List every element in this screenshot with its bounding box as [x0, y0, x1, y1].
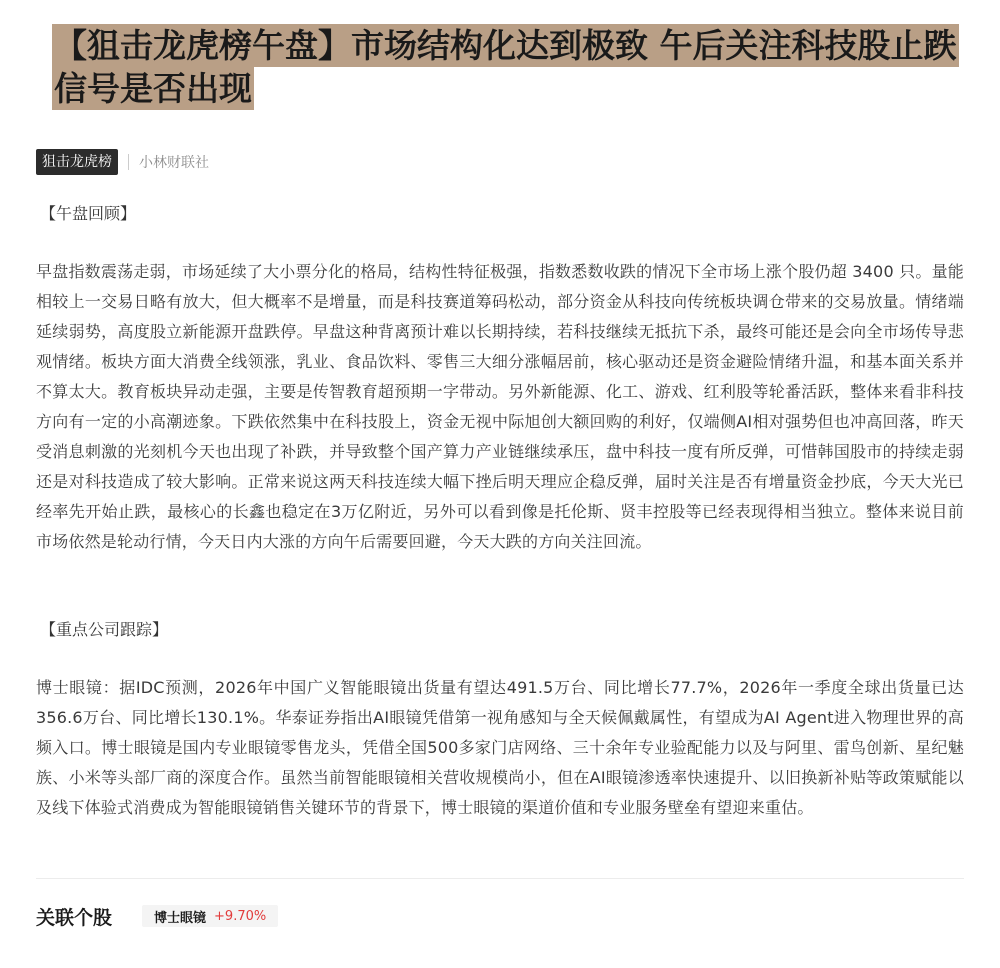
- article-page: [36, 0, 964, 968]
- column-tag[interactable]: 狙击龙虎榜: [36, 149, 118, 175]
- stock-name: 博士眼镜: [154, 910, 207, 926]
- stock-change: +9.70%: [214, 908, 267, 924]
- article-title-text: 【狙击龙虎榜午盘】市场结构化达到极致 午后关注科技股止跌信号是否出现: [54, 26, 957, 108]
- meta-divider: [128, 154, 129, 170]
- section-body-company: 博士眼镜：据IDC预测，2026年中国广义智能眼镜出货量有望达491.5万台、同比增长77.7%，2026年一季度全球出货量已达356.6万台、同比增长130.1%。华泰证券指出AI眼镜凭借第一视角感知与全天候佩戴属性，有望成为AI Agent进入物理世界的高频入口。博士眼镜是国内专业眼镜零售龙头，凭借全国500多家门店网络、三十余年专业验配能力以及与阿里、雷鸟创新、星纪魅族、小米等头部厂商的深度合作。虽然当前智能眼镜相关营收规模尚小，但在AI眼镜渗透率快速提升、以旧换新补贴等政策赋能以及线下体验式消费成为智能眼镜销售关键环节的背景下，博士眼镜的渠道价值和专业服务壁垒有望迎来重估。: [36, 678, 964, 817]
- stock-chip[interactable]: [142, 905, 278, 927]
- content-divider: [36, 878, 964, 879]
- article-source[interactable]: 小林财联社: [139, 155, 209, 171]
- section-body-review: 早盘指数震荡走弱，市场延续了大小票分化的格局，结构性特征极强，指数悉数收跌的情况下全市场上涨个股仍超 3400 只。量能相较上一交易日略有放大，但大概率不是增量，而是科技赛道筹码松动，部分资金从科技向传统板块调仓带来的交易放量。情绪端延续弱势，高度股立新能源开盘跌停。早盘这种背离预计难以长期持续，若科技继续无抵抗下杀，最终可能还是会向全市场传导悲观情绪。板块方面大消费全线领涨，乳业、食品饮料、零售三大细分涨幅居前，核心驱动还是资金避险情绪升温，和基本面关系并不算太大。教育板块异动走强，主要是传智教育超预期一字带动。另外新能源、化工、游戏、红利股等轮番活跃，整体来看非科技方向有一定的小高潮迹象。下跌依然集中在科技股上，资金无视中际旭创大额回购的利好，仅端侧AI相对强势但也冲高回落，昨天受消息刺激的光刻机今天也出现了补跌，并导致整个国产算力产业链继续承压，盘中科技一度有所反弹，可惜韩国股市的持续走弱还是对科技造成了较大影响。正常来说这两天科技连续大幅下挫后明天理应企稳反弹，届时关注是否有增量资金抄底，今天大光已经率先开始止跌，最核心的长鑫也稳定在3万亿附近，另外可以看到像是托伦斯、贤丰控股等已经表现得相当独立。整体来说目前市场依然是轮动行情，今天日内大涨的方向午后需要回避，今天大跌的方向关注回流。: [36, 262, 964, 551]
- section-heading-review: 【午盘回顾】: [40, 204, 137, 223]
- article-meta: [36, 148, 209, 176]
- section-heading-company: 【重点公司跟踪】: [40, 620, 169, 639]
- related-stocks-label: 关联个股: [36, 906, 113, 929]
- article-title: [52, 24, 964, 110]
- related-stocks: [36, 902, 278, 930]
